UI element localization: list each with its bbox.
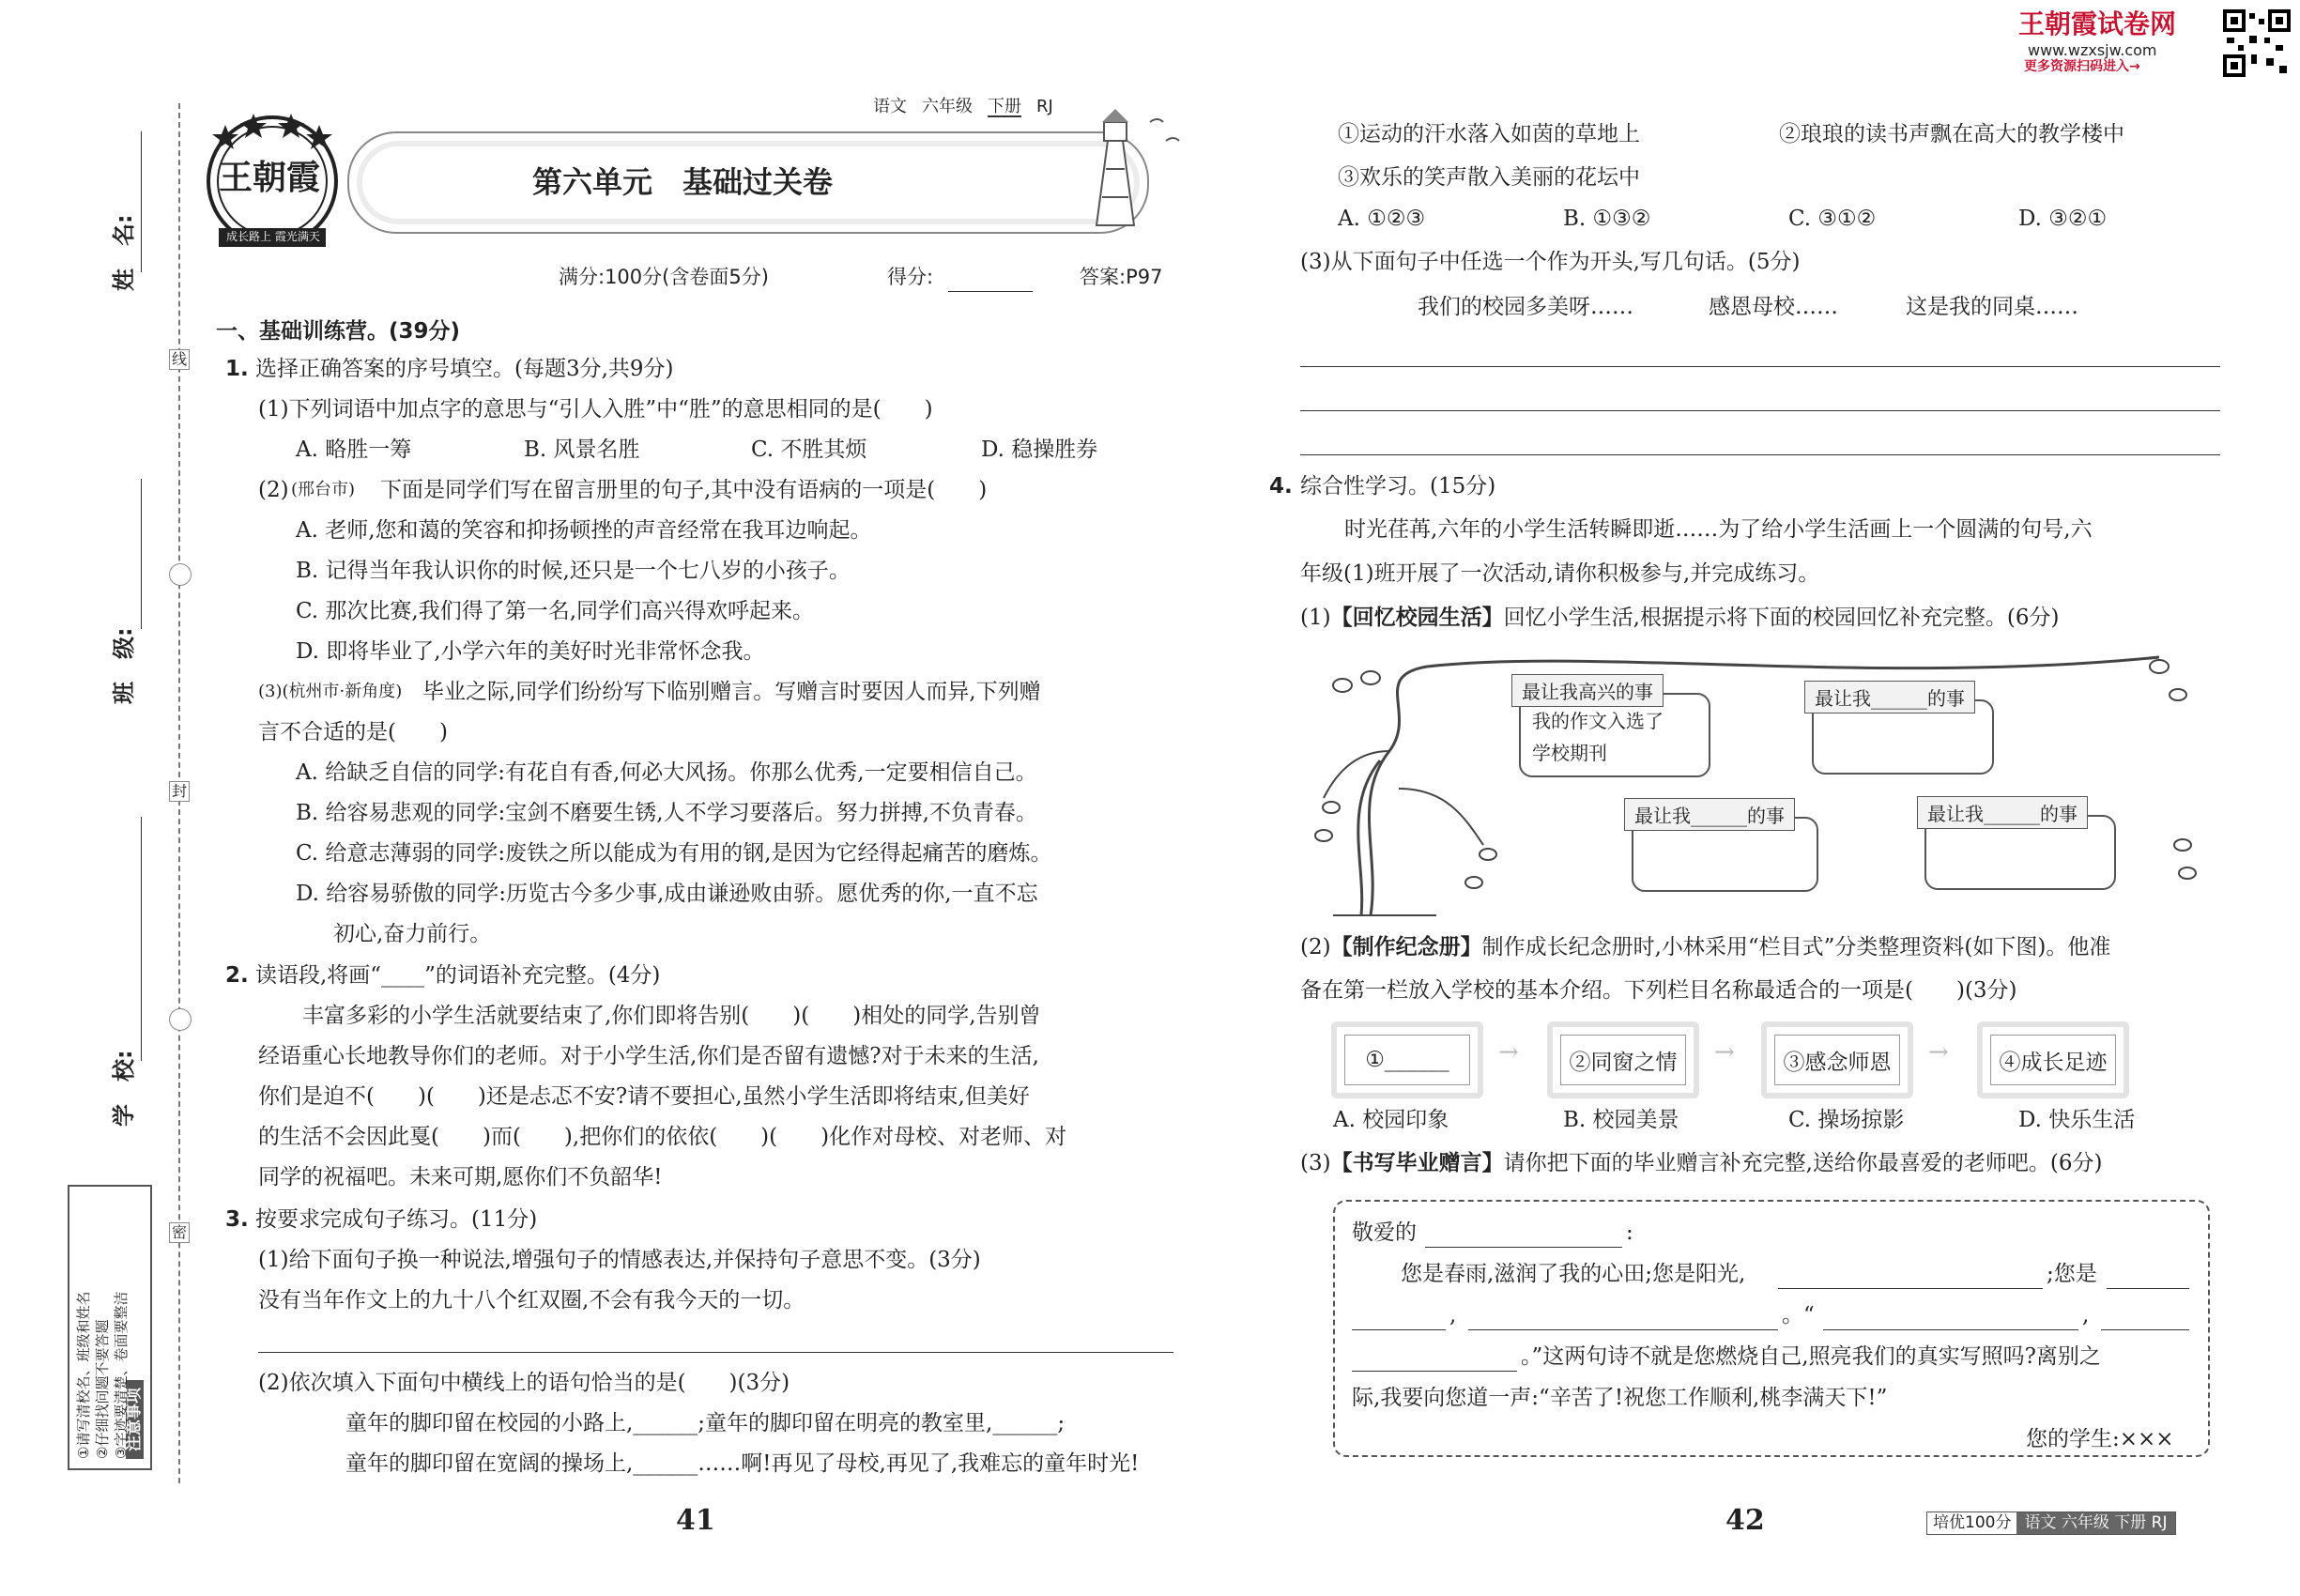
flow-box-3 xyxy=(1761,1021,1913,1098)
note-3: ③字迹要清楚、卷面要整洁 xyxy=(113,1291,130,1459)
flow-label-4: ④成长足迹 xyxy=(1990,1035,2116,1085)
choice-b[interactable]: B. ①③② xyxy=(1563,207,1651,231)
flow-arrow-3-icon: → xyxy=(1928,1038,1949,1067)
q1-p3-source: (3)(杭州市·新角度) xyxy=(258,682,403,701)
q1-number: 1. xyxy=(225,357,249,381)
note-2: ②仔细找问题不要答题 xyxy=(94,1319,111,1459)
choice-d[interactable]: D. ③②① xyxy=(2018,207,2108,231)
flow-option-d[interactable]: D. 快乐生活 xyxy=(2018,1108,2136,1132)
footer-subject: 语文 六年级 下册 RJ xyxy=(2016,1512,2174,1534)
letter-colon: : xyxy=(1626,1220,1633,1245)
logo-tagline: 成长路上 霞光满天 xyxy=(226,230,320,243)
flow-box-4 xyxy=(1977,1021,2129,1098)
name-field-line[interactable] xyxy=(141,131,142,272)
notes-title: 注意事项 xyxy=(126,1380,144,1459)
q3-text: 按要求完成句子练习。(11分) xyxy=(255,1207,538,1232)
writing-line-2[interactable] xyxy=(1300,410,2220,411)
letter-blank-3[interactable] xyxy=(1352,1329,1446,1330)
q1-p2-source: (邢台市) xyxy=(291,480,356,499)
q4-number: 4. xyxy=(1269,474,1293,499)
cut-mark-circle xyxy=(169,563,192,586)
q3-p2-stem: (2)依次填入下面句中横线上的语句恰当的是( )(3分) xyxy=(258,1371,790,1395)
option-3: ③欢乐的笑声散入美丽的花坛中 xyxy=(1338,165,1640,190)
school-field-line[interactable] xyxy=(141,817,142,1061)
flow-option-b[interactable]: B. 校园美景 xyxy=(1563,1108,1679,1132)
q4-p1-line: (1)【回忆校园生活】回忆小学生活,根据提示将下面的校园回忆补充完整。(6分) xyxy=(1300,606,2060,630)
memory-box-4[interactable] xyxy=(1924,803,2116,890)
q1-p3-option-b[interactable]: B. 给容易悲观的同学:宝剑不磨要生锈,人不学习要落后。努力拼搏,不负青春。 xyxy=(296,801,1037,825)
q4-text: 综合性学习。(15分) xyxy=(1300,474,1496,499)
meta-answer: 答案:P97 xyxy=(1080,266,1163,288)
cut-mark-circle-2 xyxy=(169,1008,192,1031)
memory-box-1 xyxy=(1519,681,1710,777)
notes-box xyxy=(68,1185,152,1470)
writing-line-3[interactable] xyxy=(1300,454,2220,455)
q4-p2-text-a: 制作成长纪念册时,小林采用“栏目式”分类整理资料(如下图)。他准 xyxy=(1481,935,2111,959)
letter-line-3: 。”这两句诗不就是您燃烧自己,照亮我们的真实写照吗?离别之 xyxy=(1521,1344,2101,1369)
letter-blank-2[interactable] xyxy=(2107,1288,2189,1289)
q2-line-3: 你们是迫不( )( )还是忐忑不安?请不要担心,虽然小学生活即将结束,但美好 xyxy=(258,1084,1030,1109)
tag-grade: 六年级 xyxy=(922,97,973,116)
q3-p1-sentence: 没有当年作文上的九十八个红双圈,不会有我今天的一切。 xyxy=(258,1288,805,1312)
flow-arrow-2-icon: → xyxy=(1714,1038,1735,1067)
q1-p2-option-c[interactable]: C. 那次比赛,我们得了第一名,同学们高兴得欢呼起来。 xyxy=(296,599,815,623)
p3-prompt-1: 我们的校园多美呀…… xyxy=(1418,295,1633,319)
memory-box-2[interactable] xyxy=(1812,687,1994,775)
meta-score-label: 得分: xyxy=(887,266,934,288)
cut-mark-line: 线 xyxy=(169,349,190,370)
subject-tags xyxy=(873,99,1053,117)
letter-line-1: 您是春雨,滋润了我的心田;您是阳光, xyxy=(1401,1262,1746,1286)
page-number-41: 41 xyxy=(676,1504,715,1537)
letter-signature: 您的学生:××× xyxy=(2026,1427,2174,1451)
q4-p1-text: 回忆小学生活,根据提示将下面的校园回忆补充完整。(6分) xyxy=(1503,606,2060,630)
letter-line-4: 际,我要向您道一声:“辛苦了!祝您工作顺利,桃李满天下!” xyxy=(1352,1386,1888,1410)
flow-option-a[interactable]: A. 校园印象 xyxy=(1333,1108,1449,1132)
q1-p2-label: (2) xyxy=(258,478,289,502)
q1-p3-option-d[interactable]: D. 给容易骄傲的同学:历览古今多少事,成由谦逊败由骄。愿优秀的你,一直不忘 xyxy=(296,882,1038,906)
tag-edition: RJ xyxy=(1036,97,1053,116)
q1-p1-stem: (1)下列词语中加点字的意思与“引人入胜”中“胜”的意思相同的是( ) xyxy=(258,397,933,422)
q3-p2-line-1: 童年的脚印留在校园的小路上,______;童年的脚印留在明亮的教室里,______; xyxy=(345,1411,1066,1435)
memory-box-3[interactable] xyxy=(1632,805,1818,892)
lighthouse-icon xyxy=(1080,103,1192,235)
q1-p1-option-d[interactable]: D. 稳操胜券 xyxy=(981,437,1098,462)
option-2: ②琅琅的读书声飘在高大的教学楼中 xyxy=(1779,122,2124,146)
q1-p3-stem-a: 毕业之际,同学们纷纷写下临别赠言。写赠言时要因人而异,下列赠 xyxy=(422,680,1041,704)
score-field-line[interactable] xyxy=(948,291,1033,292)
site-url: www.wzxsjw.com xyxy=(2028,41,2157,59)
q3-p2-line-2: 童年的脚印留在宽阔的操场上,______……啊!再见了母校,再见了,我难忘的童年时光! xyxy=(345,1451,1140,1476)
site-promo: 更多资源扫码进入→ xyxy=(2024,59,2140,74)
q1-p2-option-a[interactable]: A. 老师,您和蔼的笑容和抑扬顿挫的声音经常在我耳边响起。 xyxy=(296,518,872,543)
q3-p1-answer-line[interactable] xyxy=(258,1352,1173,1353)
q1-p1-option-c[interactable]: C. 不胜其烦 xyxy=(751,437,867,462)
page-title: 第六单元 基础过关卷 xyxy=(532,164,834,200)
letter-blank-1[interactable] xyxy=(1778,1288,2043,1289)
q1-p3-option-d-cont: 初心,奋力前行。 xyxy=(333,922,492,946)
logo-text: 王朝霞 xyxy=(219,158,321,197)
flow-option-c[interactable]: C. 操场掠影 xyxy=(1788,1108,1905,1132)
p3-prompt-3: 这是我的同桌…… xyxy=(1906,295,2078,319)
letter-line-1-tail: ;您是 xyxy=(2047,1262,2097,1286)
memory-title-1: 最让我高兴的事 xyxy=(1511,674,1664,707)
q3-p1-stem: (1)给下面句子换一种说法,增强句子的情感表达,并保持句子意思不变。(3分) xyxy=(258,1248,981,1272)
q4-p1-label: 回忆校园生活 xyxy=(1352,606,1482,630)
q2-number: 2. xyxy=(225,963,249,988)
q1-p1-option-a[interactable]: A. 略胜一筹 xyxy=(296,437,412,462)
memory-title-2: 最让我______的事 xyxy=(1804,681,1975,714)
letter-greeting: 敬爱的 xyxy=(1352,1220,1417,1245)
name-label: 姓 名: xyxy=(111,214,137,291)
letter-blank-4[interactable] xyxy=(1468,1329,1778,1330)
q4-p3-text: 请你把下面的毕业赠言补充完整,送给你最喜爱的老师吧。(6分) xyxy=(1503,1151,2103,1175)
letter-blank-7[interactable] xyxy=(1352,1371,1517,1372)
p3-stem: (3)从下面句子中任选一个作为开头,写几句话。(5分) xyxy=(1300,250,1801,274)
flow-label-2: ②同窗之情 xyxy=(1560,1035,1686,1085)
writing-line-1[interactable] xyxy=(1300,366,2220,367)
flow-box-2 xyxy=(1547,1021,1699,1098)
title-banner xyxy=(347,131,1149,234)
q4-intro-b: 年级(1)班开展了一次活动,请你积极参与,并完成练习。 xyxy=(1300,561,1820,586)
p3-prompt-2: 感恩母校…… xyxy=(1709,295,1838,319)
q4-p2-label: 制作纪念册 xyxy=(1352,935,1461,959)
q1-p3-option-a[interactable]: A. 给缺乏自信的同学:有花自有香,何必大风扬。你那么优秀,一定要相信自己。 xyxy=(296,760,1037,785)
q4-p2-line-a: (2)【制作纪念册】制作成长纪念册时,小林采用“栏目式”分类整理资料(如下图)。他准 xyxy=(1300,935,2111,959)
q1-p2-option-b[interactable]: B. 记得当年我认识你的时候,还只是一个七八岁的小孩子。 xyxy=(296,559,851,583)
q1-p3-option-c[interactable]: C. 给意志薄弱的同学:废铁之所以能成为有用的钢,是因为它经得起痛苦的磨炼。 xyxy=(296,841,1052,866)
memory-title-4: 最让我______的事 xyxy=(1917,796,2088,829)
q2-line-1: 丰富多彩的小学生活就要结束了,你们即将告别( )( )相处的同学,告别曾 xyxy=(302,1004,1041,1028)
q1-p2-stem: 下面是同学们写在留言册里的句子,其中没有语病的一项是( ) xyxy=(380,478,988,502)
q4-intro-a: 时光荏苒,六年的小学生活转瞬即逝……为了给小学生活画上一个圆满的句号,六 xyxy=(1344,517,2093,542)
q2-text: 读语段,将画“____”的词语补充完整。(4分) xyxy=(255,963,661,988)
page-number-42: 42 xyxy=(1725,1504,1765,1537)
class-label: 班 级: xyxy=(111,627,137,704)
q1-p3-stem-b: 言不合适的是( ) xyxy=(258,720,448,744)
letter-box xyxy=(1333,1200,2210,1457)
q2-line-5: 同学的祝福吧。未来可期,愿你们不负韶华! xyxy=(258,1165,663,1189)
letter-blank-6[interactable] xyxy=(2101,1329,2189,1330)
letter-comma-2: , xyxy=(2082,1303,2090,1327)
q2-line-4: 的生活不会因此戛( )而( ),把你们的依依( )( )化作对母校、对老师、对 xyxy=(258,1125,1067,1149)
binding-strip xyxy=(0,0,197,1596)
q1-p2-option-d[interactable]: D. 即将毕业了,小学六年的美好时光非常怀念我。 xyxy=(296,639,765,664)
flow-label-1: ①______ xyxy=(1344,1035,1470,1085)
q4-p3-label: 书写毕业赠言 xyxy=(1352,1151,1482,1175)
section-1-heading: 一、基础训练营。(39分) xyxy=(216,319,461,344)
letter-comma-1: , xyxy=(1449,1303,1457,1327)
site-title: 王朝霞试卷网 xyxy=(2018,8,2177,39)
q2-line-2: 经语重心长地教导你们的老师。对于小学生活,你们是否留有遗憾?对于未来的生活, xyxy=(258,1044,1039,1068)
footer-badge xyxy=(1926,1512,2176,1535)
memory-content-1a: 我的作文入选了 xyxy=(1532,710,1664,732)
tag-volume: 下册 xyxy=(988,97,1021,116)
brand-logo xyxy=(202,108,343,249)
choice-a[interactable]: A. ①②③ xyxy=(1338,207,1426,231)
q3-number: 3. xyxy=(225,1207,249,1232)
letter-name-line[interactable] xyxy=(1425,1247,1622,1248)
tag-subject: 语文 xyxy=(873,97,907,116)
letter-quote-open: 。“ xyxy=(1782,1303,1815,1327)
letter-blank-5[interactable] xyxy=(1823,1329,2078,1330)
cut-mark-close: 密 xyxy=(169,1222,190,1243)
q1-text: 选择正确答案的序号填空。(每题3分,共9分) xyxy=(255,357,674,381)
q4-p2-text-b: 备在第一栏放入学校的基本介绍。下列栏目名称最适合的一项是( )(3分) xyxy=(1300,978,2017,1003)
option-1: ①运动的汗水落入如茵的草地上 xyxy=(1338,122,1640,146)
class-field-line[interactable] xyxy=(141,479,142,629)
q1-p1-option-b[interactable]: B. 风景名胜 xyxy=(524,437,640,462)
memory-content-1b: 学校期刊 xyxy=(1532,742,1607,764)
flow-label-3: ③感念师恩 xyxy=(1774,1035,1900,1085)
qr-code-icon[interactable] xyxy=(2223,9,2291,77)
q4-p3-line: (3)【书写毕业赠言】请你把下面的毕业赠言补充完整,送给你最喜爱的老师吧。(6分) xyxy=(1300,1151,2103,1175)
cut-mark-seal: 封 xyxy=(169,781,190,802)
meta-full-score: 满分:100分(含卷面5分) xyxy=(559,266,769,288)
note-1: ①请写清校名、班级和姓名 xyxy=(75,1291,92,1459)
school-label: 学 校: xyxy=(111,1050,137,1127)
choice-c[interactable]: C. ③①② xyxy=(1788,207,1877,231)
flow-arrow-1-icon: → xyxy=(1498,1038,1519,1067)
memory-title-3: 最让我______的事 xyxy=(1624,798,1795,831)
footer-tag: 培优100分 xyxy=(1933,1513,2012,1532)
flow-box-1[interactable] xyxy=(1331,1021,1483,1098)
